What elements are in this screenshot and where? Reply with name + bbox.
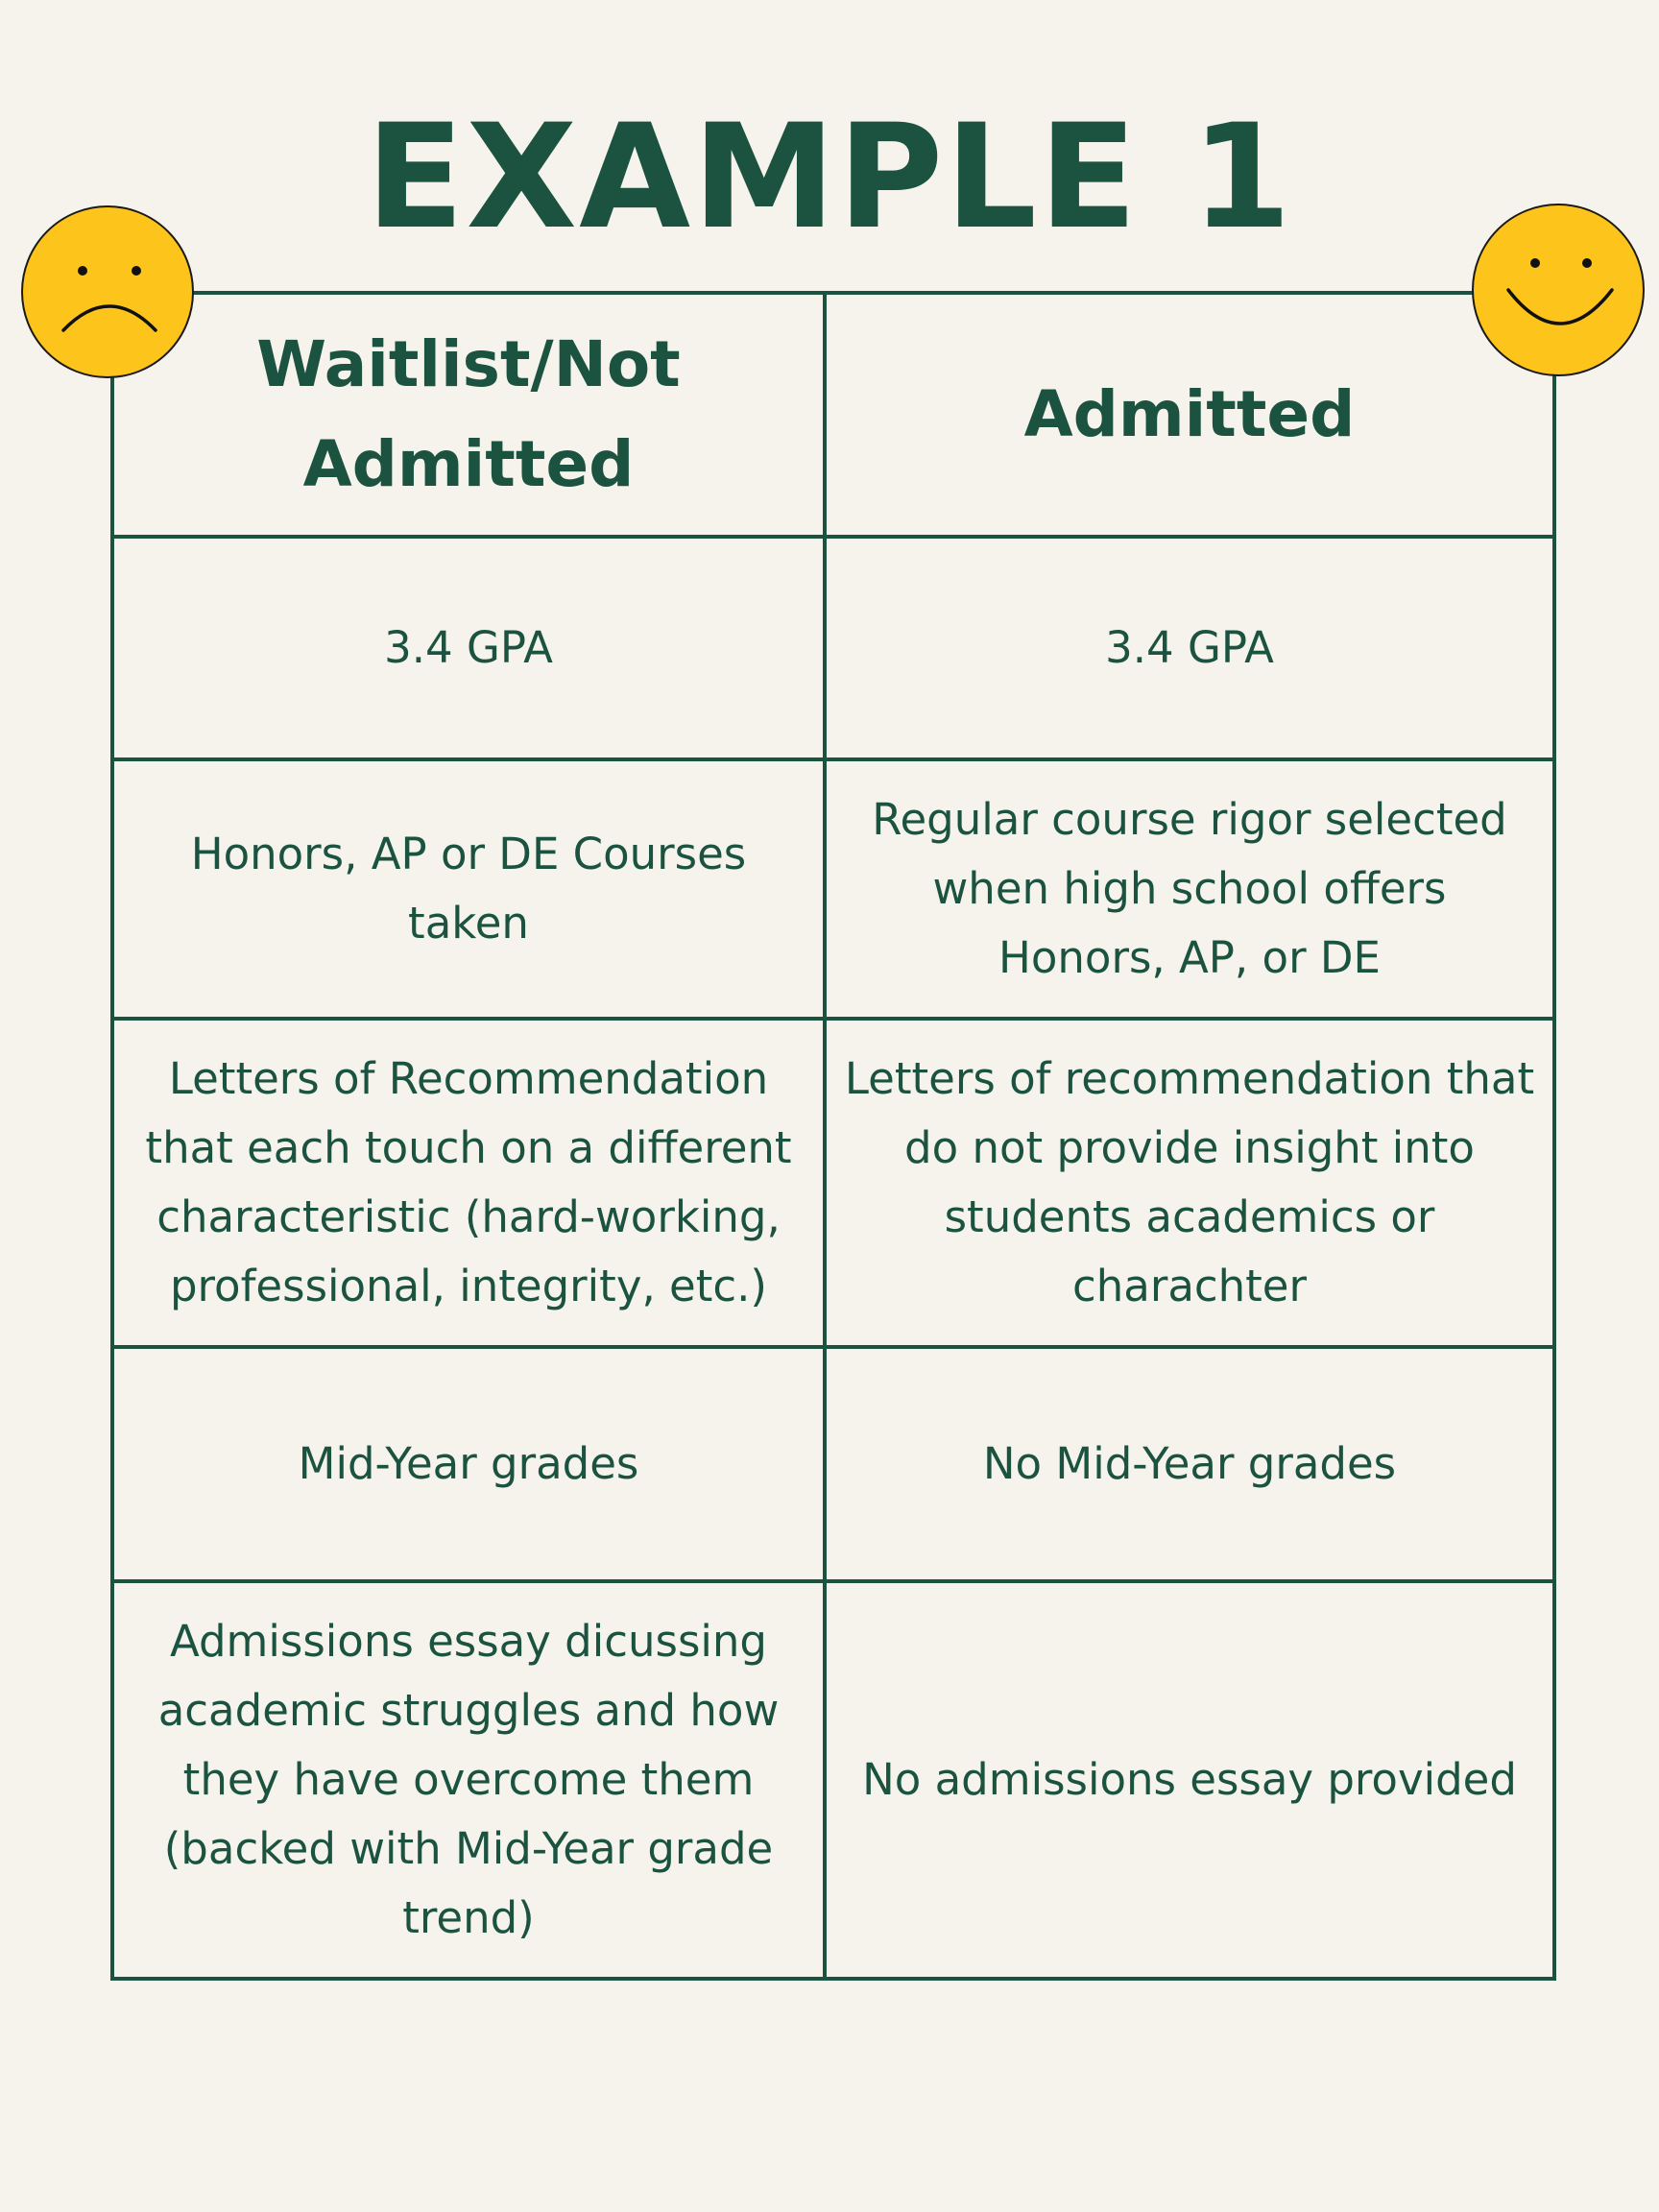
table-cell: 3.4 GPA xyxy=(1105,622,1274,673)
table-cell: Honors, AP or DE Courses taken xyxy=(190,829,747,949)
header-admitted: Admitted xyxy=(1023,377,1356,451)
header-waitlist: Waitlist/Not Admitted xyxy=(256,327,681,501)
happy-face-icon xyxy=(1472,204,1645,376)
page-title: EXAMPLE 1 xyxy=(365,94,1294,261)
table-cell: Admissions essay dicussing academic struggles and how they have overcome them (backed with Mid-Year grade trend) xyxy=(157,1616,780,1943)
table-cell: 3.4 GPA xyxy=(384,622,553,673)
table-cell: Regular course rigor selected when high school offers Honors, AP, or DE xyxy=(872,794,1507,983)
table-cell: Letters of recommendation that do not provide insight into students academics or charachter xyxy=(844,1053,1535,1311)
table-cell: No admissions essay provided xyxy=(862,1754,1517,1805)
table-cell: Letters of Recommendation that each touch on a different characteristic (hard-working, professional, integrity, etc.) xyxy=(145,1053,792,1311)
sad-face-icon xyxy=(21,205,194,378)
table-cell: Mid-Year grades xyxy=(298,1438,639,1489)
table-cell: No Mid-Year grades xyxy=(982,1438,1397,1489)
